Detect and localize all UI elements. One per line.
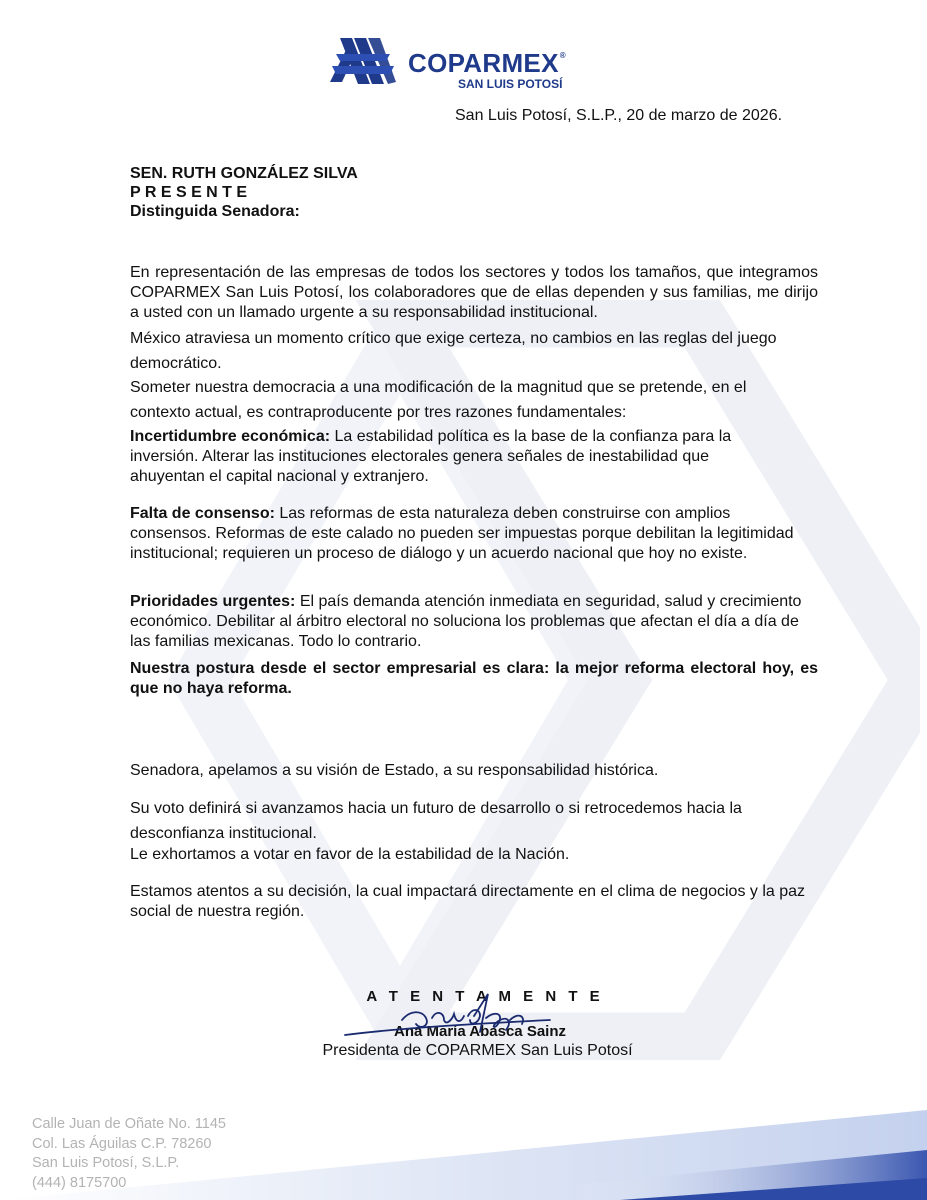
coparmex-logo-icon <box>330 36 396 86</box>
urgent-priorities-text: El país demanda atención inmediata en seguridad, salud y crecimiento económico. Debilitar al árbitro electoral no soluciona los problemas que afectan el día a día de las familias mexicanas. Todo lo contrario. <box>130 593 802 650</box>
logo-wordmark: COPARMEX® <box>408 48 566 78</box>
coparmex-logo <box>330 36 590 91</box>
paragraph-urgent-priorities <box>130 592 810 652</box>
address-colony: Col. Las Águilas C.P. 78260 <box>32 1135 212 1152</box>
recipient-salutation: Distinguida Senadora: <box>130 203 300 220</box>
paragraph-business-stance: Nuestra postura desde el sector empresarial es clara: la mejor reforma electoral hoy, es que no haya reforma. <box>130 660 818 697</box>
paragraph-economic-uncertainty <box>130 427 775 487</box>
paragraph-vote: Su voto definirá si avanzamos hacia un futuro de desarrollo o si retrocedemos hacia la desconfianza institucional. <box>130 800 742 842</box>
address-city: San Luis Potosí, S.L.P. <box>32 1155 180 1171</box>
paragraph-critical-moment: México atraviesa un momento crítico que exige certeza, no cambios en las reglas del juego democrático. <box>130 330 777 372</box>
economic-uncertainty-label: Incertidumbre económica: <box>130 428 331 445</box>
registered-mark: ® <box>559 51 566 60</box>
closing-word: A T E N T A M E N T E <box>366 988 604 1005</box>
letter-date: San Luis Potosí, S.L.P., 20 de marzo de 2026. <box>455 107 783 124</box>
paragraph-closing: Estamos atentos a su decisión, la cual impactará directamente en el clima de negocios y la paz social de nuestra región. <box>130 883 806 920</box>
address-street: Calle Juan de Oñate No. 1145 <box>32 1116 227 1132</box>
paragraph-intro: En representación de las empresas de todos los sectores y todos los tamaños, que integramos COPARMEX San Luis Potosí, los colaboradores que de ellas dependen y sus familias, me dirijo a usted con un llamado urgente a su responsabilidad institucional. <box>130 264 818 321</box>
paragraph-lack-of-consensus <box>130 504 810 564</box>
paragraph-three-reasons: Someter nuestra democracia a una modificación de la magnitud que se pretende, en el contexto actual, es contraproducente por tres razones fundamentales: <box>130 379 747 421</box>
economic-uncertainty-text: La estabilidad política es la base de la confianza para la inversión. Alterar las instituciones electorales genera señales de inestabilidad que ahuyentan el capital nacional y extranjero. <box>130 428 732 485</box>
signer-position: Presidenta de COPARMEX San Luis Potosí <box>322 1042 633 1059</box>
paragraph-exhortation: Le exhortamos a votar en favor de la estabilidad de la Nación. <box>130 846 570 863</box>
logo-subtitle: SAN LUIS POTOSÍ <box>458 77 563 91</box>
footer-address <box>32 1115 226 1193</box>
urgent-priorities-label: Prioridades urgentes: <box>130 593 296 610</box>
recipient-name: SEN. RUTH GONZÁLEZ SILVA <box>130 165 358 182</box>
recipient-presente: P R E S E N T E <box>130 184 248 201</box>
lack-of-consensus-label: Falta de consenso: <box>130 505 275 522</box>
address-phone: (444) 8175700 <box>32 1174 127 1191</box>
signer-name: Ana María Abasca Sainz <box>393 1023 566 1040</box>
lack-of-consensus-text: Las reformas de esta naturaleza deben construirse con amplios consensos. Reformas de este calado no pueden ser impuestas porque debilitan la legitimidad institucional; requieren un proceso de diálogo y un acuerdo nacional que hoy no existe. <box>130 505 794 562</box>
handwritten-signature <box>340 990 580 1050</box>
paragraph-appeal: Senadora, apelamos a su visión de Estado, a su responsabilidad histórica. <box>130 762 659 779</box>
recipient-block <box>130 164 358 221</box>
